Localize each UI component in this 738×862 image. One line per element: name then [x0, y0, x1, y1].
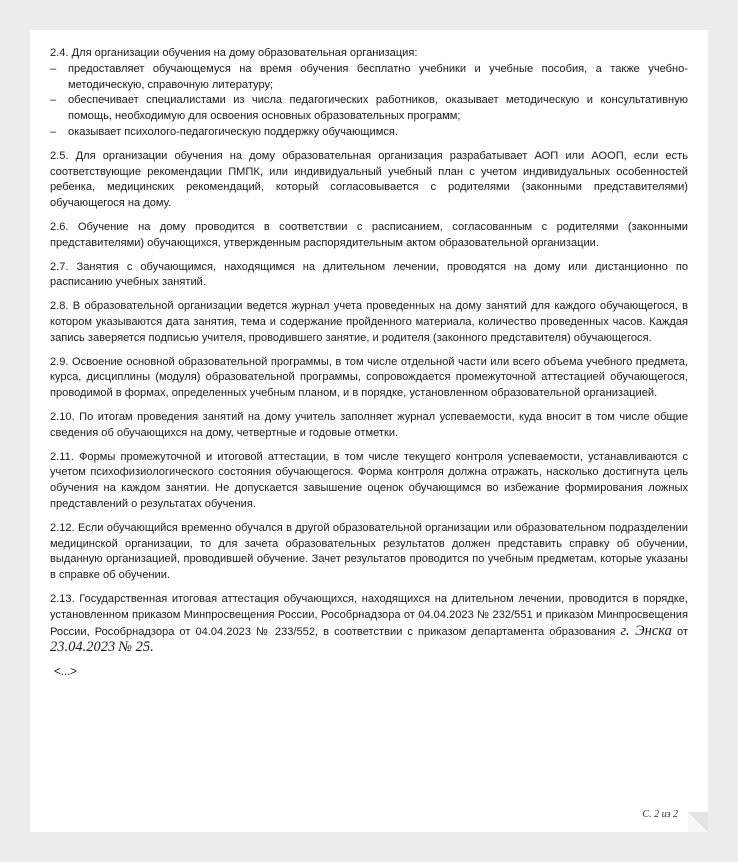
list-item-text: оказывает психолого-педагогическую поддержку обучающимся. — [68, 125, 398, 138]
section-2-4 — [50, 46, 688, 141]
section-2-11: 2.11. Формы промежуточной и итоговой аттестации, в том числе текущего контроля успеваемости, устанавливаются с учетом психофизиологического состояния обучающегося. Форма контроля должна отражать, насколько достигнута цель обучения на каждом занятии. Не допускается завышение оценок обучающимся во избежание формирования ложных представлений о результатах обучения. — [50, 450, 688, 510]
section-2-12: 2.12. Если обучающийся временно обучался в другой образовательной организации или образовательном подразделении медицинской организации, то для зачета образовательных результатов должен представить справку об обучении, выданную организацией, проводившей обучение. Зачет результатов проводится по учебным предметам, которые указаны в справке об обучении. — [50, 521, 688, 582]
section-2-4-intro: 2.4. Для организации обучения на дому образовательная организация: — [50, 47, 418, 59]
handwritten-date: 23.04.2023 — [50, 639, 116, 656]
from-word: от — [676, 625, 688, 638]
section-2-9: 2.9. Освоение основной образовательной программы, в том числе отдельной части или всего объема учебного предмета, курса, дисциплины (модуля) образовательной программы, сопровождается промежуточной аттестацией обучающегося, проводимой в формах, определенных учебным планом, и в порядке, установленном образовательной организацией. — [50, 355, 688, 400]
section-2-8: 2.8. В образовательной организации ведется журнал учета проведенных на дому занятий для каждого обучающегося, в котором указываются дата занятия, тема и содержание пройденного материала, количество проведенных часов. Каждая запись заверяется подписью учителя, проводившего занятие, и родителя (законного представителя) обучающегося. — [50, 300, 688, 344]
list-item — [50, 125, 688, 141]
section-2-5: 2.5. Для организации обучения на дому образовательная организация разрабатывает АОП или АООП, если есть соответствующие рекомендации ПМПК, или индивидуальный учебный план с учетом индивидуальных особенностей ребенка, медицинских рекомендаций, который согласовывается с родителями (законными представителями) обучающегося на дому. — [50, 149, 688, 210]
dash-marker: – — [50, 62, 57, 75]
document-body — [50, 46, 688, 681]
handwritten-city: г. Энска — [620, 622, 672, 639]
list-item-text: обеспечивает специалистами из числа педагогических работников, оказывает методическую и консультативную помощь, необходимую для освоения основных образовательных программ; — [68, 94, 688, 123]
list-item-text: предоставляет обучающемуся на время обучения бесплатно учебники и учебные пособия, а также учебно-методическую, справочную литературу; — [68, 62, 688, 91]
section-2-13 — [50, 592, 688, 657]
page-number: С. 2 из 2 — [642, 809, 678, 820]
section-2-7: 2.7. Занятия с обучающимся, находящимся на длительном лечении, проводятся на дому или дистанционно по расписанию учебных занятий. — [50, 260, 688, 289]
section-2-4-list — [50, 62, 688, 141]
section-2-13-text: 2.13. Государственная итоговая аттестация обучающихся, находящихся на длительном лечении, проводится в порядке, установленном приказом Минпросвещения России, Рособрнадзора от 04.04.2023 № 232/551 и приказом Минпросвещения России, Рособрнадзора от 04.04.2023 № 233/552, в соответствии с приказом департамента образования — [50, 592, 688, 638]
document-page — [30, 30, 708, 832]
page-curl — [688, 812, 708, 832]
dash-marker: – — [50, 94, 57, 107]
section-2-6: 2.6. Обучение на дому проводится в соответствии с расписанием, согласованным с родителями (законными представителями) обучающихся, утвержденным распорядительным актом образовательной организации. — [50, 220, 688, 249]
section-2-10: 2.10. По итогам проведения занятий на дому учитель заполняет журнал успеваемости, куда вносит в том числе общие сведения об обучающихся на дому, четвертные и годовые отметки. — [50, 410, 688, 439]
list-item — [50, 62, 688, 94]
handwritten-number: № 25. — [118, 639, 154, 656]
dash-marker: – — [50, 125, 57, 138]
omission-mark: <...> — [54, 666, 78, 679]
list-item — [50, 93, 688, 125]
